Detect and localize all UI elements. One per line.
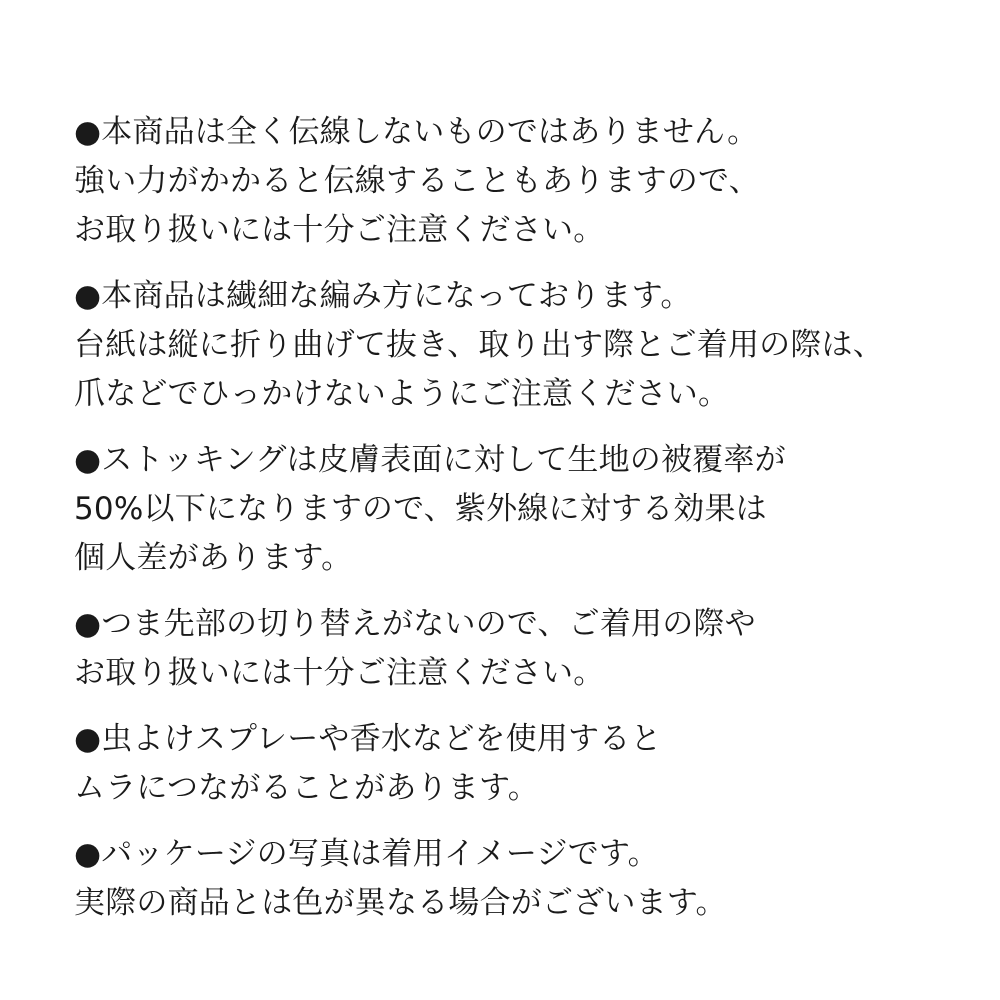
notice-line: ●つま先部の切り替えがないので、ご着用の際や [74,606,756,642]
notice-line: お取り扱いには十分ご注意ください。 [74,655,605,691]
notice-line: ●ストッキングは皮膚表面に対して生地の被覆率が [74,442,786,478]
notice-line: ●虫よけスプレーや香水などを使用すると [74,721,662,757]
notice-package-photo [74,830,974,928]
notice-spray-perfume [74,715,974,813]
notice-line: お取り扱いには十分ご注意ください。 [74,212,605,248]
notice-run-resistance [74,108,974,255]
notice-line: ●本商品は全く伝線しないものではありません。 [74,114,759,150]
notice-line: 個人差があります。 [74,540,353,576]
notice-line: 50%以下になりますので、紫外線に対する効果は [74,491,767,527]
notice-line: ●本商品は繊細な編み方になっております。 [74,278,692,314]
notice-line: 強い力がかかると伝線することもありますので、 [74,163,760,199]
notice-line: 爪などでひっかけないようにご注意ください。 [74,376,730,412]
notice-line: ●パッケージの写真は着用イメージです。 [74,836,659,872]
notice-line: 台紙は縦に折り曲げて抜き、取り出す際とご着用の際は、 [74,327,884,363]
notice-uv-coverage [74,436,974,583]
notice-delicate-knit [74,272,974,419]
product-notice-list [74,108,974,945]
notice-line: 実際の商品とは色が異なる場合がございます。 [74,885,727,921]
notice-toe-section [74,600,974,698]
notice-line: ムラにつながることがあります。 [74,770,539,806]
